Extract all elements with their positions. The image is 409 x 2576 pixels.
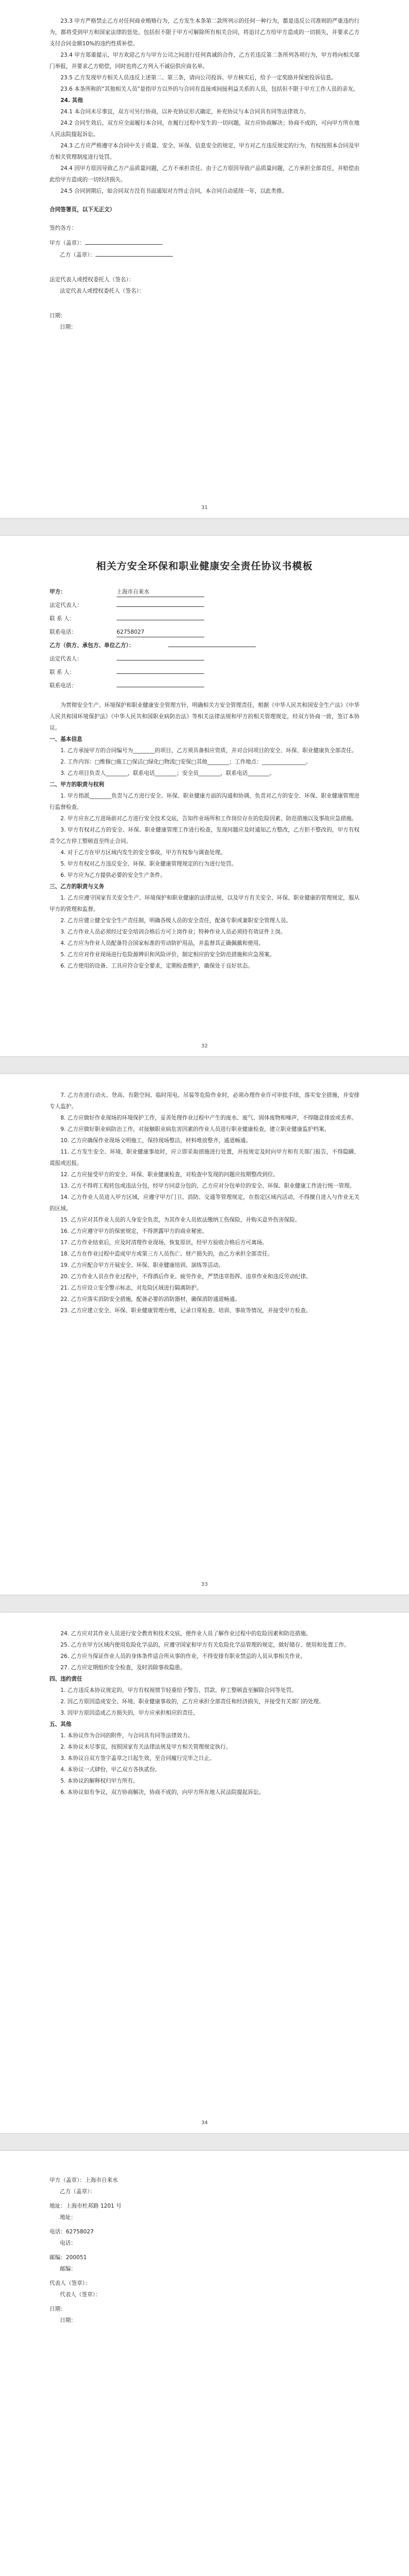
party-a-rep: 代表人（签章）： [50, 2280, 91, 2286]
page-content [50, 551, 359, 972]
clause-paragraph: 1. 乙方违反本协议规定的，甲方有权视情节轻重给予警告、罚款、停工整顿直至解除合同等处罚。 [60, 1687, 297, 1693]
clause-paragraph: 23.6 本条所称的“其他相关人员”是指甲方以外的与合同有直接或间接利益关系的人员，包括但不限于甲方工作人员的亲友。 [60, 86, 359, 92]
clause-paragraph: 4. 对于乙方在甲方区域内发生的安全事故，甲方有权参与调查处理。 [60, 850, 226, 856]
field-label: 联 系 人： [50, 669, 75, 675]
clause-paragraph: 24.4 因甲方原因导致乙方产品质量问题，乙方不承担责任。由于乙方原因导致产品质量问题，乙方承担全部责任，并赔偿由此给甲方造成的一切经济损失。 [50, 165, 359, 183]
clause-paragraph: 1. 甲方指派________负责与乙方进行安全、环保、职业健康方面的沟通和协调，负责对乙方的安全、环保、职业健康管理进行监督检查。 [50, 793, 359, 810]
clause-paragraph: 6. 乙方使用的设备、工具应符合安全要求，定期检查维护，确保处于良好状态。 [60, 963, 253, 969]
party-b-label: 乙方（盖章）： [60, 252, 95, 258]
clause-paragraph: 16. 乙方应遵守甲方的保密规定，不得泄露甲方的商业秘密。 [60, 1228, 208, 1234]
signing-parties: 签约各方： [50, 225, 77, 231]
clause-paragraph: 1. 乙方应遵守国家有关安全生产、环境保护和职业健康的法律法规，以及甲方有关安全、环保、职业健康的管理规定，服从甲方的管理和监督。 [50, 895, 359, 912]
party-a-address: 地址：上海市杜邦路 1201 号 [50, 2203, 122, 2209]
clause-paragraph: 22. 乙方应落实消防安全措施，配备必要的消防器材，确保消防通道畅通。 [60, 1296, 240, 1302]
document-page-5 [0, 2151, 409, 2576]
clause-paragraph: 10. 乙方应确保作业现场文明施工，保持现场整洁，材料堆放整齐，通道畅通。 [60, 1138, 251, 1144]
clause-paragraph: 24.5 合同到期后，如合同双方没有书面通知对方终止合同，本合同自动延续一年，以此类推。 [60, 188, 288, 194]
clause-paragraph: 23.5 乙方发现甲方相关人员违反上述第二、第三条，请向公司投诉。甲方核实后，给予一定奖励并保密投诉信息。 [60, 75, 337, 81]
page-number: 31 [201, 505, 208, 511]
clause-paragraph: 6. 甲方应为乙方提供必要的安全生产条件。 [60, 872, 166, 878]
clause-paragraph: 3. 因甲方原因造成乙方损失的，甲方应承担相应的责任。 [60, 1710, 199, 1716]
page-number: 32 [201, 1043, 208, 1049]
clause-paragraph: 3. 乙方项目负责人________，联系电话________；安全员________，联系电话________。 [60, 770, 275, 776]
party-a-postcode: 邮编：200051 [50, 2255, 87, 2261]
field-label: 法定代表人： [50, 602, 83, 608]
clause-paragraph: 5. 甲方有权对乙方违反安全、环保、职业健康管理规定的行为进行处罚。 [60, 861, 237, 867]
clause-paragraph: 3. 乙方作业人员必须经过安全培训合格后方可上岗作业；特种作业人员必须持有效证件上岗。 [60, 929, 286, 935]
clause-paragraph: 23. 乙方应建立安全、环保、职业健康管理台账，记录日常检查、培训、事故等情况，并接受甲方检查。 [60, 1308, 312, 1314]
party-a-label: 甲方（盖章）： [50, 240, 85, 246]
page-content [50, 2172, 359, 2329]
document-page-2 [0, 536, 409, 1056]
party-a-date: 日期： [50, 2306, 66, 2312]
clause-paragraph: 7. 乙方在进行动火、登高、有限空间、临时用电、吊装等危险作业时，必须办理作业许可审批手续，落实安全措施，并安排专人监护。 [50, 1092, 359, 1110]
clause-paragraph: 8. 乙方应做好作业现场的环境保护工作，妥善处理作业过程中产生的废水、废气、固体废物和噪声，不得随意排放或丢弃。 [60, 1115, 357, 1121]
page-number: 33 [201, 1582, 208, 1587]
clause-paragraph: 5. 乙方应对作业现场进行危险源辨识和风险评价，制定相应的安全防范措施和应急预案。 [60, 952, 275, 958]
signature-line[interactable] [85, 237, 162, 245]
clause-paragraph: 6. 本协议如有争议，双方协商解决，协商不成的，向甲方所在地人民法院提起诉讼。 [60, 1789, 265, 1795]
clause-paragraph: 3. 甲方有权对乙方的安全、环保、职业健康管理工作进行检查，发现问题应及时通知乙方整改，乙方拒不整改的，甲方有权责令乙方停工整顿直至终止合同。 [50, 827, 359, 844]
clause-paragraph: 2. 因乙方原因造成安全、环境、职业健康事故的，乙方应承担全部责任和经济损失，并接受有关部门的处理。 [60, 1699, 324, 1705]
clause-paragraph: 23.3 甲方严格禁止乙方对任何商业贿赂行为，乙方发生本条第二款所列示的任何一种行为，都是违反公司准则的严重违约行为，都将受到甲方和国家法律的惩处。包括但不限于甲方可解除所有相关合同，将追讨乙方给甲方造成的一切损失，并要求乙方支付合同金额10%的违约性质补偿。 [50, 18, 359, 47]
field-label: 联 系 人： [50, 616, 75, 622]
section-heading: 四、违约责任 [50, 1676, 83, 1682]
section-heading: 五、其他 [50, 1721, 72, 1727]
party-a-phone: 电话：62758027 [50, 2229, 94, 2235]
party-b-contact[interactable] [117, 673, 204, 674]
rep-b-label: 法定代表人或授权委托人（签名）： [60, 288, 145, 294]
clause-paragraph: 13. 乙方不得将工程转包或违法分包，经甲方同意分包的，乙方应对分包单位的安全、环保、职业健康工作进行统一管理。 [60, 1183, 355, 1189]
document-page-1 [0, 0, 409, 518]
field-label: 乙方（供方、承包方、单位乙方）： [50, 642, 135, 649]
document-page-4 [0, 1613, 409, 2133]
party-b-address: 地址： [60, 2214, 76, 2221]
signature-line[interactable] [95, 249, 173, 257]
clause-paragraph: 4. 乙方应为作业人员配备符合国家标准的劳动防护用品，并监督其正确佩戴和使用。 [60, 940, 265, 946]
clause-paragraph: 1. 乙方承接甲方的合同编号为________的项目，乙方须具备相应资质，并对合同项目的安全、环保、职业健康负全部责任。 [60, 748, 357, 754]
section-heading: 三、乙方的职责与义务 [50, 884, 104, 890]
clause-paragraph: 15. 乙方应对其作业人员的人身安全负责，为其作业人员依法缴纳工伤保险，并购买意外伤害保险。 [60, 1217, 301, 1223]
clause-paragraph: 17. 乙方作业结束后，应及时清理作业现场，恢复原状，经甲方验收合格后方可离场。 [60, 1240, 268, 1246]
clause-paragraph: 3. 本协议自双方签字盖章之日起生效，至合同履行完毕之日止。 [60, 1755, 215, 1761]
date-a-label: 日期： [50, 313, 66, 319]
field-label: 联系电话： [50, 629, 77, 635]
clause-paragraph: 25. 乙方在甲方区域内使用危险化学品的，应遵守国家和甲方有关危险化学品管理的规定，做好储存、使用和处置工作。 [60, 1642, 350, 1648]
page-content [50, 1090, 359, 1316]
party-b-phone: 电话： [60, 2240, 76, 2246]
document-page-3 [0, 1074, 409, 1595]
clause-paragraph: 19. 乙方应配合甲方开展安全、环保、职业健康培训、演练等活动。 [60, 1262, 224, 1268]
clause-paragraph: 26. 乙方应当保证作业人员的身体条件适合所从事的作业，不得安排有职业禁忌的人员从事相关作业。 [60, 1653, 306, 1659]
page-content [50, 15, 359, 336]
clause-paragraph: 1. 本协议作为合同的附件，与合同具有同等法律效力。 [60, 1733, 193, 1739]
clause-paragraph: 24. 乙方应对其作业人员进行安全教育和技术交底，使作业人员了解作业过程中的危险因素和防范措施。 [60, 1631, 312, 1637]
clause-paragraph: 5. 本协议的解释权归甲方所有。 [60, 1778, 139, 1784]
party-b-postcode: 邮编： [60, 2266, 76, 2272]
clause-paragraph: 21. 乙方应设立安全警示标志，对危险区域进行隔离防护。 [60, 1285, 202, 1291]
document-title: 相关方安全环保和职业健康安全责任协议书模板 [96, 561, 313, 572]
clause-paragraph: 14. 乙方作业人员进入甲方区域，应遵守甲方门卫、消防、交通等管理规定，在指定区域内活动，不得擅自进入与作业无关的区域。 [50, 1194, 359, 1212]
party-a-rep[interactable] [117, 606, 204, 607]
clause-paragraph: 2. 乙方应建立健全安全生产责任制，明确各级人员的安全责任，配备专职或兼职安全管理人员。 [60, 918, 292, 924]
field-label: 甲方： [50, 589, 66, 595]
date-b-label: 日期： [60, 324, 76, 330]
section-heading: 24. 其他 [60, 97, 83, 104]
field-label: 法定代表人： [50, 656, 83, 662]
section-heading: 一、基本信息 [50, 736, 83, 742]
clause-paragraph: 11. 乙方发生安全、环境、职业健康事故时，应立即采取措施进行处置，并按规定及时向甲方和有关部门报告，不得隐瞒、谎报或迟报。 [50, 1149, 359, 1166]
clause-paragraph: 27. 乙方应定期组织安全检查，及时消除事故隐患。 [60, 1665, 186, 1671]
page-content [50, 1628, 359, 1798]
section-heading: 二、甲方的职责与权利 [50, 782, 104, 788]
clause-paragraph: 4. 本协议一式肆份，甲乙双方各执贰份。 [60, 1767, 160, 1773]
clause-paragraph: 23.4 甲方郑重提示，甲方欢迎乙方与甲方公司之间进行任何真诚的合作，乙方若违反第二条所列各项行为，甲方将向相关部门举报，并要求乙方赔偿，同时也将乙方列入不诚信供应商名单。 [50, 52, 359, 70]
clause-paragraph: 9. 乙方应做好职业病防治工作，对接触职业病危害因素的作业人员进行职业健康检查，建立职业健康监护档案。 [60, 1126, 330, 1132]
clause-paragraph: 24.3 乙方应严格遵守本合同中关于质量、安全、环保、信息安全的规定，甲方对乙方违反规定的行为，有权按照本合同及甲方相关管理制度进行处罚。 [50, 143, 359, 160]
clause-paragraph: 18. 乙方在作业过程中造成甲方或第三方人员伤亡、财产损失的，由乙方承担全部责任。 [60, 1251, 273, 1257]
clause-paragraph: 20. 乙方作业人员在作业过程中，不得酒后作业、疲劳作业，严禁违章指挥、违章作业和违反劳动纪律。 [60, 1274, 312, 1280]
party-b-date: 日期： [60, 2317, 76, 2324]
field-label: 联系电话： [50, 683, 77, 689]
clause-paragraph: 12. 乙方应接受甲方的安全、环保、职业健康检查，对检查中发现的问题应按期整改到位。 [60, 1172, 279, 1178]
intro-paragraph: 为贯彻安全生产、环境保护和职业健康安全管理方针，明确相关方安全管理责任，根据《中华人民共和国安全生产法》《中华人民共和国环境保护法》《中华人民共和国职业病防治法》等相关法律法规和甲方的相关管理规定，经双方协商一致，签订本协议。 [50, 702, 359, 731]
clause-paragraph: 2. 工作内容：□维修□施工□保洁□绿化□物流□安保□其他________；工作地点：________________。 [60, 759, 312, 765]
party-a-seal: 甲方（盖章）：上海市自来水 [50, 2177, 118, 2183]
party-a-name[interactable]: 上海市自来水 [117, 587, 204, 597]
clause-paragraph: 24.2 合同生效后，双方应全面履行本合同，在履行过程中发生的一切问题，双方应协商解决；协商不成的，可向甲方所在地人民法院提起诉讼。 [50, 120, 359, 138]
page-number: 34 [201, 2120, 208, 2126]
party-a-phone[interactable]: 62758027 [117, 628, 204, 637]
clause-paragraph: 2. 甲方应在乙方进场前对乙方进行安全技术交底，告知作业场所和工作岗位存在的危险因素、防范措施以及事故应急措施。 [60, 816, 357, 822]
rep-a-label: 法定代表人或授权委托人（签名）： [50, 277, 135, 283]
clause-paragraph: 24.1 本合同未尽事宜，双方可另行协商，以补充协议形式确定，补充协议与本合同具有同等法律效力。 [60, 109, 309, 115]
clause-paragraph: 2. 本协议未尽事宜，按照国家有关法律法规及甲方相关管理规定执行。 [60, 1744, 232, 1750]
party-b-seal: 乙方（盖章）： [60, 2189, 95, 2195]
end-line: 合同签署页，以下无正文） [50, 207, 116, 213]
party-b-rep: 代表人（签章）： [60, 2292, 101, 2298]
